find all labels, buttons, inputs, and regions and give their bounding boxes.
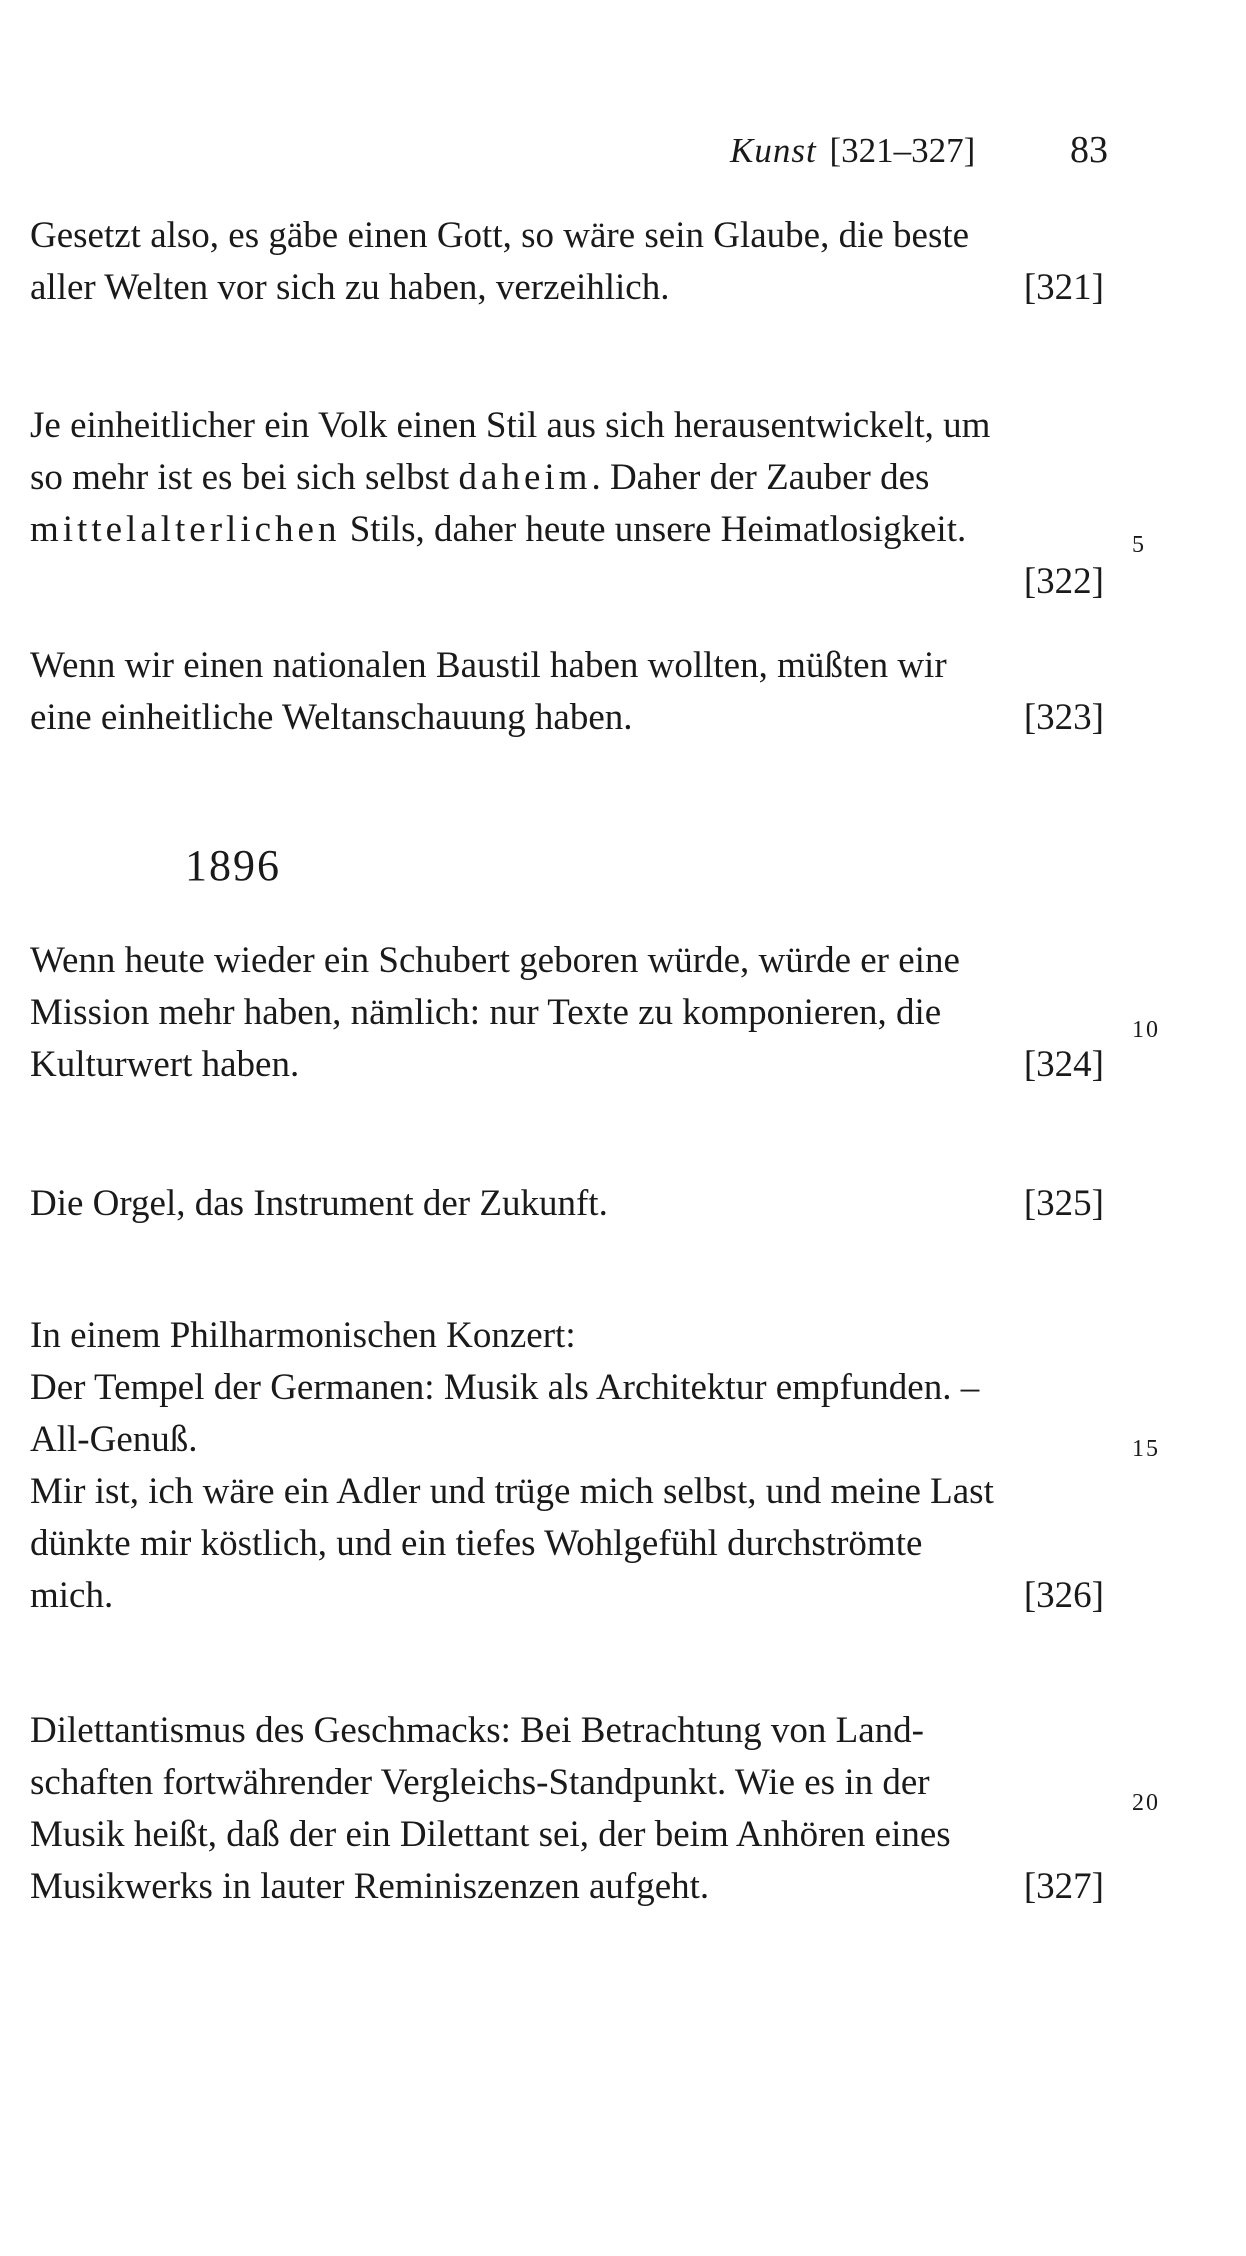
text-line: All-Genuß. [30, 1419, 198, 1460]
text-line: schaften fortwährender Vergleichs-Standpunkt. Wie es in der [30, 1762, 930, 1803]
entry-327 [30, 1705, 1104, 1913]
margin-line-number: 10 [1132, 1017, 1160, 1043]
entry-322 [30, 400, 1104, 608]
text-line: Mir ist, ich wäre ein Adler und trüge mich selbst, und meine Last [30, 1471, 994, 1512]
year-heading: 1896 [185, 841, 281, 890]
entry-325 [30, 1178, 1104, 1230]
entry-326 [30, 1310, 1104, 1622]
entry-ref: [321] [1023, 267, 1104, 308]
running-header [730, 128, 1108, 172]
text-line-last [30, 692, 1104, 744]
text-line: eine einheitliche Weltanschauung haben. [30, 697, 633, 738]
text-line: In einem Philharmonischen Konzert: [30, 1315, 576, 1356]
entry-ref: [324] [1023, 1044, 1104, 1085]
entry-ref: [323] [1023, 697, 1104, 738]
entry-ref: [322] [1023, 561, 1104, 602]
text-line: Musikwerks in lauter Reminiszenzen aufgeht. [30, 1866, 710, 1907]
emphasis-spaced: mittelalterlichen [30, 509, 341, 550]
margin-line-number: 20 [1132, 1790, 1160, 1816]
entry-324 [30, 935, 1104, 1091]
text-line-last [30, 1861, 1104, 1913]
entry-ref: [327] [1023, 1866, 1104, 1907]
text-line: Musik heißt, daß der ein Dilettant sei, der beim Anhören eines [30, 1814, 951, 1855]
header-title: Kunst [729, 131, 817, 170]
text-line: Mission mehr haben, nämlich: nur Texte zu komponieren, die [30, 992, 942, 1033]
text-line: Der Tempel der Germanen: Musik als Architektur empfunden. – [30, 1367, 980, 1408]
text-line: Wenn wir einen nationalen Baustil haben wollten, müßten wir [30, 645, 947, 686]
text-line-last [30, 262, 1104, 314]
text-line: aller Welten vor sich zu haben, verzeihlich. [30, 267, 670, 308]
text-line: Gesetzt also, es gäbe einen Gott, so wäre sein Glaube, die beste [30, 215, 970, 256]
text-line-last [30, 1178, 1104, 1230]
entry-ref: [326] [1023, 1575, 1104, 1616]
entry-ref: [325] [1023, 1183, 1104, 1224]
text-line-last [30, 1570, 1104, 1622]
entry-323 [30, 640, 1104, 744]
text-line: Je einheitlicher ein Volk einen Stil aus sich herausentwickelt, um [30, 405, 991, 446]
text-line: Kulturwert haben. [30, 1044, 300, 1085]
emphasis-spaced: daheim [458, 457, 592, 498]
margin-line-number: 5 [1132, 532, 1146, 558]
margin-line-number: 15 [1132, 1436, 1160, 1462]
text-line: mich. [30, 1575, 114, 1616]
text-line: Die Orgel, das Instrument der Zukunft. [30, 1183, 608, 1224]
page-number: 83 [1070, 129, 1108, 171]
entry-321 [30, 210, 1104, 314]
text-line: mittelalterlichen Stils, daher heute unsere Heimatlosigkeit. [30, 509, 967, 550]
text-line: so mehr ist es bei sich selbst daheim. Daher der Zauber des [30, 457, 930, 498]
header-range: [321–327] [829, 131, 976, 170]
text-line-last [30, 1039, 1104, 1091]
text-line: Dilettantismus des Geschmacks: Bei Betrachtung von Land- [30, 1710, 924, 1751]
text-line: Wenn heute wieder ein Schubert geboren würde, würde er eine [30, 940, 960, 981]
text-line: dünkte mir köstlich, und ein tiefes Wohlgefühl durchströmte [30, 1523, 923, 1564]
text-line-last [30, 556, 1104, 608]
